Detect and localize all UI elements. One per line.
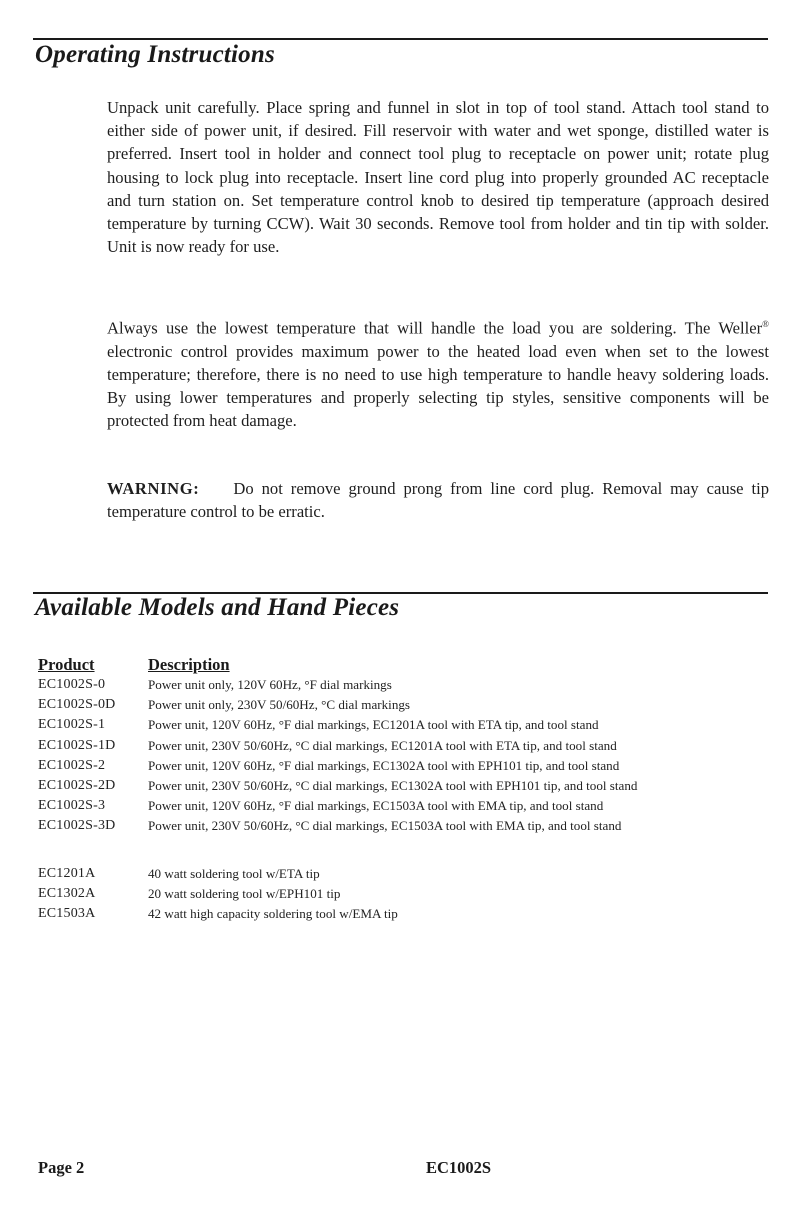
operating-paragraph-1: Unpack unit carefully. Place spring and funnel in slot in top of tool stand. Attach tool stand to either side of power unit, if desired. Fill reservoir with water and wet sponge, distilled water is preferred. Insert tool in holder and connect tool plug to receptacle on power unit; rotate plug housing to lock plug into receptacle. Insert line cord plug into properly grounded AC receptacle and turn station on. Set temperature control knob to desired tip temperature (approach desired temperature by turning CCW). Wait 30 seconds. Remove tool from holder and tin tip with solder. Unit is now ready for use. — [107, 98, 769, 257]
description-column-header: Description — [148, 655, 230, 674]
page-number: Page 2 — [38, 1158, 85, 1177]
model-row — [38, 738, 768, 758]
tool-row — [38, 906, 768, 926]
product-description: 20 watt soldering tool w/EPH101 tip — [148, 886, 341, 902]
product-code: EC1002S-0 — [38, 677, 106, 692]
product-description: Power unit only, 230V 50/60Hz, °C dial markings — [148, 697, 411, 713]
product-code: EC1201A — [38, 866, 96, 881]
table-header — [38, 655, 768, 677]
model-row — [38, 717, 768, 737]
model-row — [38, 697, 768, 717]
product-description: Power unit only, 120V 60Hz, °F dial markings — [148, 677, 392, 692]
product-code: EC1002S-2D — [38, 777, 116, 793]
product-description: 40 watt soldering tool w/ETA tip — [148, 866, 320, 881]
product-description: Power unit, 230V 50/60Hz, °C dial markings, EC1503A tool with EMA tip, and tool stand — [148, 818, 622, 834]
product-code: EC1002S-3 — [38, 798, 106, 814]
model-row — [38, 818, 768, 838]
model-row — [38, 758, 768, 778]
product-column-header: Product — [38, 655, 95, 674]
product-description: Power unit, 120V 60Hz, °F dial markings, EC1302A tool with EPH101 tip, and tool stand — [148, 757, 620, 773]
tool-row — [38, 866, 768, 886]
footer-model: EC1002S — [426, 1158, 492, 1177]
product-description: Power unit, 120V 60Hz, °F dial markings, EC1201A tool with ETA tip, and tool stand — [148, 717, 599, 733]
product-description: Power unit, 120V 60Hz, °F dial markings, EC1503A tool with EMA tip, and tool stand — [148, 798, 604, 814]
product-code: EC1302A — [38, 886, 96, 902]
product-code: EC1002S-3D — [38, 818, 116, 834]
top-rule — [33, 38, 768, 40]
operating-paragraph-2 — [107, 313, 769, 433]
model-row — [38, 798, 768, 818]
product-description: 42 watt high capacity soldering tool w/EMA tip — [148, 906, 398, 922]
model-rows — [38, 677, 768, 839]
models-table — [38, 655, 768, 839]
product-description: Power unit, 230V 50/60Hz, °C dial markings, EC1201A tool with ETA tip, and tool stand — [148, 737, 617, 753]
warning-label: WARNING: — [107, 479, 200, 498]
warning-text: Do not remove ground prong from line cord plug. Removal may cause tip temperature control to be erratic. — [107, 479, 769, 522]
product-code: EC1002S-2 — [38, 757, 106, 773]
product-code: EC1002S-0D — [38, 697, 116, 713]
tools-table — [38, 866, 768, 927]
para2-text-end: electronic control provides maximum power to the heated load even when set to the lowest temperature; therefore, there is no need to use high temperature to handle heavy soldering loads. By using lower temperatures and properly selecting tip styles, sensitive components will be protected from heat damage. — [107, 341, 769, 431]
tool-rows — [38, 866, 768, 927]
product-code: EC1002S-1 — [38, 717, 106, 733]
product-code: EC1503A — [38, 906, 96, 922]
operating-instructions-heading: Operating Instructions — [35, 41, 275, 68]
model-row — [38, 677, 768, 697]
tool-row — [38, 886, 768, 906]
warning-paragraph — [107, 477, 769, 523]
product-description: Power unit, 230V 50/60Hz, °C dial markings, EC1302A tool with EPH101 tip, and tool stand — [148, 777, 638, 793]
available-models-heading: Available Models and Hand Pieces — [35, 594, 400, 621]
para2-text-start: Always use the lowest temperature that will handle the load you are soldering. The Weller — [107, 318, 763, 338]
model-row — [38, 778, 768, 798]
registered-mark: ® — [762, 319, 769, 329]
product-code: EC1002S-1D — [38, 737, 116, 753]
